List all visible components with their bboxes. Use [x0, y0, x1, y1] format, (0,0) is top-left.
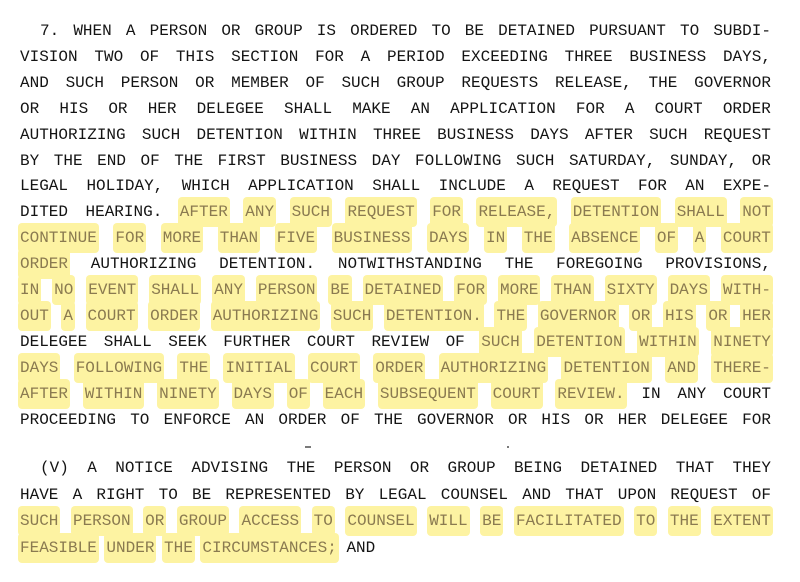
word: FOR	[315, 47, 344, 66]
highlighted-word: THE	[524, 225, 553, 251]
word: AND	[20, 73, 49, 92]
word: FOR	[742, 410, 771, 429]
text-line	[20, 148, 771, 174]
word: THEY	[732, 459, 771, 477]
word: SEEK	[168, 332, 207, 351]
word: SECTION	[231, 47, 299, 66]
highlighted-word: MORE	[500, 277, 538, 303]
highlighted-word: AND	[667, 355, 696, 381]
word: PROCEEDING	[20, 410, 117, 429]
text-line	[20, 225, 771, 251]
word: SUCH	[65, 73, 104, 92]
text-line	[40, 455, 771, 481]
word: AFTER	[584, 125, 633, 144]
word: SHALL	[284, 99, 333, 118]
highlighted-word: FOR	[432, 199, 461, 225]
word: BY	[345, 485, 365, 504]
word: PERSON	[149, 22, 208, 40]
word: TWO	[94, 47, 124, 66]
word: HOLIDAY,	[86, 177, 164, 196]
word: HAVE	[20, 485, 59, 504]
highlighted-word: FOLLOWING	[76, 355, 162, 381]
word: SUCH	[341, 73, 380, 92]
word: AUTHORIZING	[20, 125, 126, 144]
text-line	[20, 70, 771, 96]
word: COURT	[306, 332, 355, 351]
highlighted-word: COURT	[723, 225, 771, 251]
word: RELEASE,	[554, 73, 632, 92]
highlighted-word: GOVERNOR	[540, 303, 617, 329]
text-line	[20, 355, 771, 381]
word: THE	[373, 410, 403, 429]
highlighted-word: DETAINED	[365, 277, 442, 303]
highlighted-word: SUBSEQUENT	[380, 381, 476, 407]
highlighted-word: WITHIN	[639, 329, 697, 355]
highlighted-word: COURT	[310, 355, 358, 381]
text-line	[20, 329, 771, 355]
word: APPLICATION	[248, 177, 354, 196]
word: OR	[409, 459, 430, 477]
text-line	[40, 18, 771, 44]
highlighted-word: SUCH	[481, 329, 519, 355]
highlighted-word: BUSINESS	[334, 225, 411, 251]
word: NOTICE	[115, 459, 173, 477]
word: DAY	[371, 151, 401, 170]
highlighted-word: ABSENCE	[571, 225, 638, 251]
highlighted-word: COURT	[493, 381, 541, 407]
word: OF	[139, 47, 160, 66]
highlighted-word: DETENTION	[563, 355, 649, 381]
word: AN	[685, 177, 705, 196]
highlighted-word: PERSON	[258, 277, 316, 303]
word: THIS	[175, 47, 215, 66]
highlighted-word: OF	[657, 225, 676, 251]
word: OR	[507, 410, 528, 429]
highlighted-word: WITH-	[723, 277, 771, 303]
highlighted-word: THERE-	[713, 355, 771, 381]
word: AN	[410, 99, 430, 118]
word: WHEN	[73, 22, 112, 40]
word: REPRESENTED	[225, 485, 331, 504]
word: GROUP	[447, 459, 496, 477]
word: GOVERNOR	[416, 410, 494, 429]
word: REQUEST	[552, 177, 620, 196]
highlighted-word: AUTHORIZING	[441, 355, 547, 381]
word: SATURDAY,	[568, 151, 656, 170]
highlighted-word: UNDER	[106, 535, 154, 561]
word: OR	[221, 22, 241, 40]
highlighted-word: MORE	[163, 225, 201, 251]
highlighted-word: DETENTION	[573, 199, 659, 225]
highlighted-word: FACILITATED	[516, 508, 622, 534]
highlighted-word: OR	[708, 303, 727, 329]
highlighted-word: EVENT	[88, 277, 136, 303]
scan-artifact	[305, 446, 311, 448]
word: A	[72, 485, 83, 504]
highlighted-word: SUCH	[292, 199, 330, 225]
word: GROUP	[396, 73, 445, 92]
word: THE	[174, 151, 204, 170]
highlighted-word: REQUEST	[347, 199, 414, 225]
highlighted-word: DETENTION	[536, 329, 622, 355]
word: FIRST	[217, 151, 266, 170]
text-line	[20, 251, 771, 277]
word: FOR	[638, 177, 667, 196]
word: COUNSEL	[440, 485, 508, 504]
word: THE	[53, 151, 83, 170]
word: OF	[340, 410, 360, 429]
highlighted-word: SIXTY	[607, 277, 655, 303]
text-line	[20, 381, 771, 407]
word: OR	[751, 151, 771, 170]
highlighted-word: SUCH	[333, 303, 371, 329]
highlighted-word: CONTINUE	[20, 225, 97, 251]
highlighted-word: INITIAL	[225, 355, 292, 381]
word: SHALL	[372, 177, 421, 196]
word: BEING	[513, 459, 562, 477]
text-line	[20, 173, 771, 199]
word: DAYS,	[722, 47, 771, 66]
word: A	[360, 47, 371, 66]
word: REQUEST	[670, 485, 738, 504]
highlighted-word: SHALL	[151, 277, 199, 303]
word: SUBDI-	[713, 22, 771, 40]
highlighted-word: ORDER	[375, 355, 423, 381]
word: HER	[147, 99, 177, 118]
word: REQUESTS	[461, 73, 539, 92]
highlighted-word: ORDER	[150, 303, 198, 329]
highlighted-word: NINETY	[159, 381, 217, 407]
word: SUCH	[649, 125, 688, 144]
highlighted-word: CIRCUMSTANCES;	[202, 535, 336, 561]
word: BY	[20, 151, 40, 170]
word: THE	[504, 255, 534, 274]
word: PERSON	[120, 73, 179, 92]
word: FOR	[575, 99, 605, 118]
word: GROUP	[254, 22, 303, 40]
word: HER	[617, 410, 647, 429]
word: DETAINED	[498, 22, 575, 40]
highlighted-word: DETENTION.	[386, 303, 482, 329]
word: AN	[245, 410, 265, 429]
text-line	[20, 535, 771, 561]
word: LEGAL	[378, 485, 427, 504]
highlighted-word: AFTER	[20, 381, 68, 407]
word: OF	[751, 485, 771, 504]
highlighted-word: AUTHORIZING	[213, 303, 319, 329]
word: BE	[464, 22, 484, 40]
word: WITHIN	[299, 125, 357, 144]
text-line	[20, 482, 771, 508]
word: PURSUANT	[589, 22, 666, 40]
highlighted-word: HER	[742, 303, 771, 329]
highlighted-word: THE	[179, 355, 208, 381]
word: PERIOD	[387, 47, 445, 66]
highlighted-word: AFTER	[180, 199, 228, 225]
word: OR	[195, 73, 215, 92]
scan-artifact	[507, 446, 509, 448]
word: REVIEW	[371, 332, 430, 351]
word: SHALL	[103, 332, 152, 351]
word: FOLLOWING	[414, 151, 502, 170]
word: A	[624, 99, 635, 118]
text-line	[20, 303, 771, 329]
word: NOTWITHSTANDING	[337, 255, 482, 274]
word: END	[97, 151, 126, 170]
word: AUTHORIZING	[90, 255, 197, 274]
highlighted-word: DAYS	[20, 355, 58, 381]
text-line	[20, 44, 771, 70]
word: A	[125, 22, 136, 40]
text-line	[20, 277, 771, 303]
word: REQUEST	[703, 125, 771, 144]
text-line	[20, 407, 771, 433]
word: DELEGEE	[196, 99, 264, 118]
word: FOREGOING	[556, 255, 643, 274]
word: DETAINED	[580, 459, 658, 477]
word: DAYS	[530, 125, 569, 144]
highlighted-word: NO	[54, 277, 73, 303]
highlighted-word: TO	[314, 508, 333, 534]
highlighted-word: WILL	[429, 508, 467, 534]
highlighted-word: FEASIBLE	[20, 535, 97, 561]
word: PROVISIONS,	[665, 255, 771, 274]
highlighted-word: ANY	[245, 199, 274, 225]
highlighted-word: PERSON	[73, 508, 131, 534]
word: TO	[431, 22, 451, 40]
highlighted-word: DAYS	[429, 225, 467, 251]
word: INCLUDE	[438, 177, 506, 196]
word: DITED	[20, 203, 69, 222]
highlighted-word: FOR	[115, 225, 144, 251]
highlighted-word: ORDER	[20, 251, 68, 277]
word: SUCH	[515, 151, 555, 170]
word: COURT	[722, 384, 771, 403]
word: EXPE-	[722, 177, 771, 196]
word: ENFORCE	[163, 410, 231, 429]
word: FURTHER	[223, 332, 291, 351]
highlighted-word: OR	[631, 303, 650, 329]
word: A	[87, 459, 97, 477]
word: BUSINESS	[437, 125, 514, 144]
word: DETENTION.	[219, 255, 316, 274]
word: SUCH	[141, 125, 181, 144]
highlighted-word: COUNSEL	[347, 508, 414, 534]
word: OF	[140, 151, 160, 170]
highlighted-word: THAN	[553, 277, 591, 303]
word: OR	[108, 99, 128, 118]
highlighted-word: THE	[670, 508, 699, 534]
highlighted-word: HIS	[665, 303, 694, 329]
word: TO	[130, 410, 150, 429]
word: DELEGEE	[20, 332, 88, 351]
word: OR	[584, 410, 604, 429]
highlighted-word: SUCH	[20, 508, 58, 534]
highlighted-word: NINETY	[713, 329, 771, 355]
highlighted-word: GROUP	[179, 508, 227, 534]
word: HIS	[59, 99, 89, 118]
word: ANY	[677, 384, 707, 403]
word: HEARING.	[85, 203, 163, 222]
word: MEMBER	[231, 73, 289, 92]
word: IS	[316, 22, 336, 40]
highlighted-word: IN	[486, 225, 505, 251]
word: BUSINESS	[280, 151, 358, 170]
word: EXCEEDING	[461, 47, 548, 66]
word: AND	[346, 538, 376, 557]
word: IN	[641, 384, 661, 403]
highlighted-word: A	[695, 225, 705, 251]
word: THE	[286, 459, 316, 477]
word: VISION	[20, 47, 78, 66]
word: WHICH	[181, 177, 230, 196]
highlighted-word: TO	[636, 508, 655, 534]
highlighted-word: THE	[164, 535, 193, 561]
highlighted-word: THAN	[220, 225, 258, 251]
word: THREE	[564, 47, 613, 66]
highlighted-word: BE	[330, 277, 349, 303]
highlighted-word: FIVE	[277, 225, 315, 251]
word: OF	[305, 73, 325, 92]
text-line	[20, 199, 771, 225]
word: ORDERED	[350, 22, 418, 40]
highlighted-word: WITHIN	[85, 381, 143, 407]
word: PERSON	[333, 459, 392, 477]
highlighted-word: OUT	[20, 303, 49, 329]
highlighted-word: FOR	[456, 277, 485, 303]
text-line	[20, 122, 771, 148]
text-line	[20, 508, 771, 534]
highlighted-word: COURT	[88, 303, 136, 329]
word: AND	[522, 485, 551, 504]
word: RIGHT	[96, 485, 145, 504]
highlighted-word: THE	[496, 303, 525, 329]
word: TO	[158, 485, 178, 504]
word: ADVISING	[191, 459, 269, 477]
word: APPLICATION	[450, 99, 556, 118]
highlighted-word: ACCESS	[241, 508, 299, 534]
word: BUSINESS	[629, 47, 707, 66]
word: OR	[20, 99, 40, 118]
text-line	[20, 96, 771, 122]
highlighted-word: DAYS	[234, 381, 272, 407]
highlighted-word: EXTENT	[713, 508, 771, 534]
highlighted-word: SHALL	[677, 199, 725, 225]
word: THE	[648, 73, 678, 92]
word: THAT	[565, 485, 604, 504]
word: 7.	[40, 22, 60, 40]
word: HIS	[541, 410, 571, 429]
word: COURT	[654, 99, 703, 118]
highlighted-word: OR	[145, 508, 164, 534]
word: SUNDAY,	[669, 151, 738, 170]
highlighted-word: ANY	[214, 277, 243, 303]
word: THREE	[372, 125, 421, 144]
highlighted-word: A	[63, 303, 73, 329]
word: DELEGEE	[660, 410, 728, 429]
word: OF	[445, 332, 465, 351]
highlighted-word: DAYS	[670, 277, 708, 303]
word: A	[524, 177, 534, 196]
word: LEGAL	[20, 177, 69, 196]
word: ORDER	[278, 410, 327, 429]
word: GOVERNOR	[694, 73, 771, 92]
highlighted-word: IN	[20, 277, 39, 303]
highlighted-word: REVIEW.	[557, 381, 624, 407]
highlighted-word: EACH	[325, 381, 363, 407]
highlighted-word: NOT	[742, 199, 771, 225]
word: THAT	[675, 459, 715, 477]
highlighted-word: RELEASE,	[478, 199, 555, 225]
word: TO	[680, 22, 700, 40]
word: BE	[191, 485, 212, 504]
highlighted-word: BE	[482, 508, 501, 534]
word: DETENTION	[196, 125, 283, 144]
word: MAKE	[352, 99, 391, 118]
word: ORDER	[722, 99, 771, 118]
highlighted-word: OF	[289, 381, 308, 407]
word: (V)	[40, 459, 69, 477]
word: UPON	[617, 485, 657, 504]
